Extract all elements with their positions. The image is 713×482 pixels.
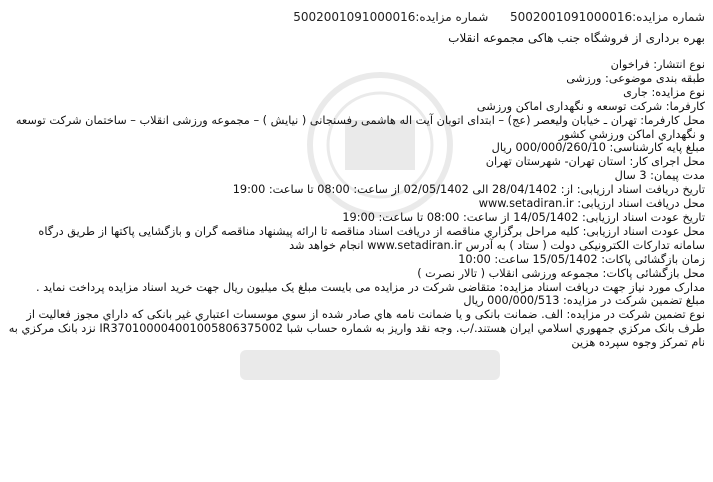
auction-number-label: شماره مزایده: <box>632 10 705 24</box>
auction-number-header <box>293 9 705 25</box>
opening-place: محل بازگشائی پاکات: مجموعه ورزشی انقلاب ( تالار نصرت ) <box>417 266 705 280</box>
opening-time: زمان بازگشائی پاکات: 15/05/1402 ساعت: 10:00 <box>458 252 705 266</box>
document-receipt-date: تاریخ دریافت اسناد ارزیابی: از: 28/04/1402 الی 02/05/1402 از ساعت: 08:00 تا ساعت: 19:00 <box>232 183 705 197</box>
subject-category: طبقه بندی موضوعی: ورزشی <box>566 71 705 85</box>
document-return-date: تاریخ عودت اسناد ارزیابی: 14/05/1402 از ساعت: 08:00 تا ساعت: 19:00 <box>342 210 705 224</box>
guarantee-type: نوع تضمین شرکت در مزایده: الف. ضمانت بانکی و یا ضمانت نامه هاي صادر شده از سوي موسسات اعتباري غیر بانکی که داراي مجوز فعالیت از طرف بانک مرکزي جمهوري اسلامي ایران هستند./ب. وجه نقد واریز به شماره حساب شبا IR370100004001005806375002 نزد بانک مرکزي به نام تمرکز وجوه سپرده هزین <box>8 308 705 350</box>
base-price: مبلغ پایه کارشناسی: 000/000/260/10 ریال <box>491 141 705 155</box>
employer-address: محل کارفرما: تهران ـ خیابان ولیعصر (عج) – ابتدای اتوبان آیت اله هاشمی رفسنجانی ( نیایش ) – مجموعه ورزشی انقلاب – ساختمان شرکت توسعه و نگهداري اماکن ورزشي کشور <box>15 113 705 141</box>
auction-number-value: 5002001091000016 <box>509 10 633 24</box>
announcement-body <box>7 58 705 350</box>
guarantee-amount: مبلغ تضمین شرکت در مزایده: 000/000/513 ریال <box>463 294 705 308</box>
document-return-place: محل عودت اسناد ارزیابی: کلیه مراحل برگزاري مناقصه از دریافت اسناد مناقصه تا ارائه پیشنهاد مناقصه گران و بازگشایی پاکتها از طریق درگاه سامانه تدارکات الکترونیکی دولت ( ستاد ) به آدرس www.setadiran.ir انجام خواهد شد <box>38 224 705 252</box>
required-documents: مدارک مورد نیاز جهت دریافت اسناد مزایده: متقاضی شرکت در مزایده می بایست مبلغ یک میلیون ریال جهت خرید اسناد مزایده پرداخت نماید . <box>35 280 705 294</box>
auction-type: نوع مزایده: جاری <box>623 85 705 99</box>
auction-number-label-2: شماره مزایده: <box>415 10 489 24</box>
employer: کارفرما: شرکت توسعه و نگهداری اماکن ورزشی <box>476 99 705 113</box>
document-subtitle: بهره برداری از فروشگاه جنب هاکی مجموعه انقلاب <box>448 31 705 45</box>
auction-number-value-2: 5002001091000016 <box>293 10 416 24</box>
document-receipt-place: محل دریافت اسناد ارزیابی: www.setadiran.ir <box>478 197 705 211</box>
publication-type: نوع انتشار: فراخوان <box>610 58 705 71</box>
work-location: محل اجرای کار: استان تهران- شهرستان تهران <box>485 155 705 169</box>
contract-duration: مدت پیمان: 3 سال <box>614 169 705 183</box>
